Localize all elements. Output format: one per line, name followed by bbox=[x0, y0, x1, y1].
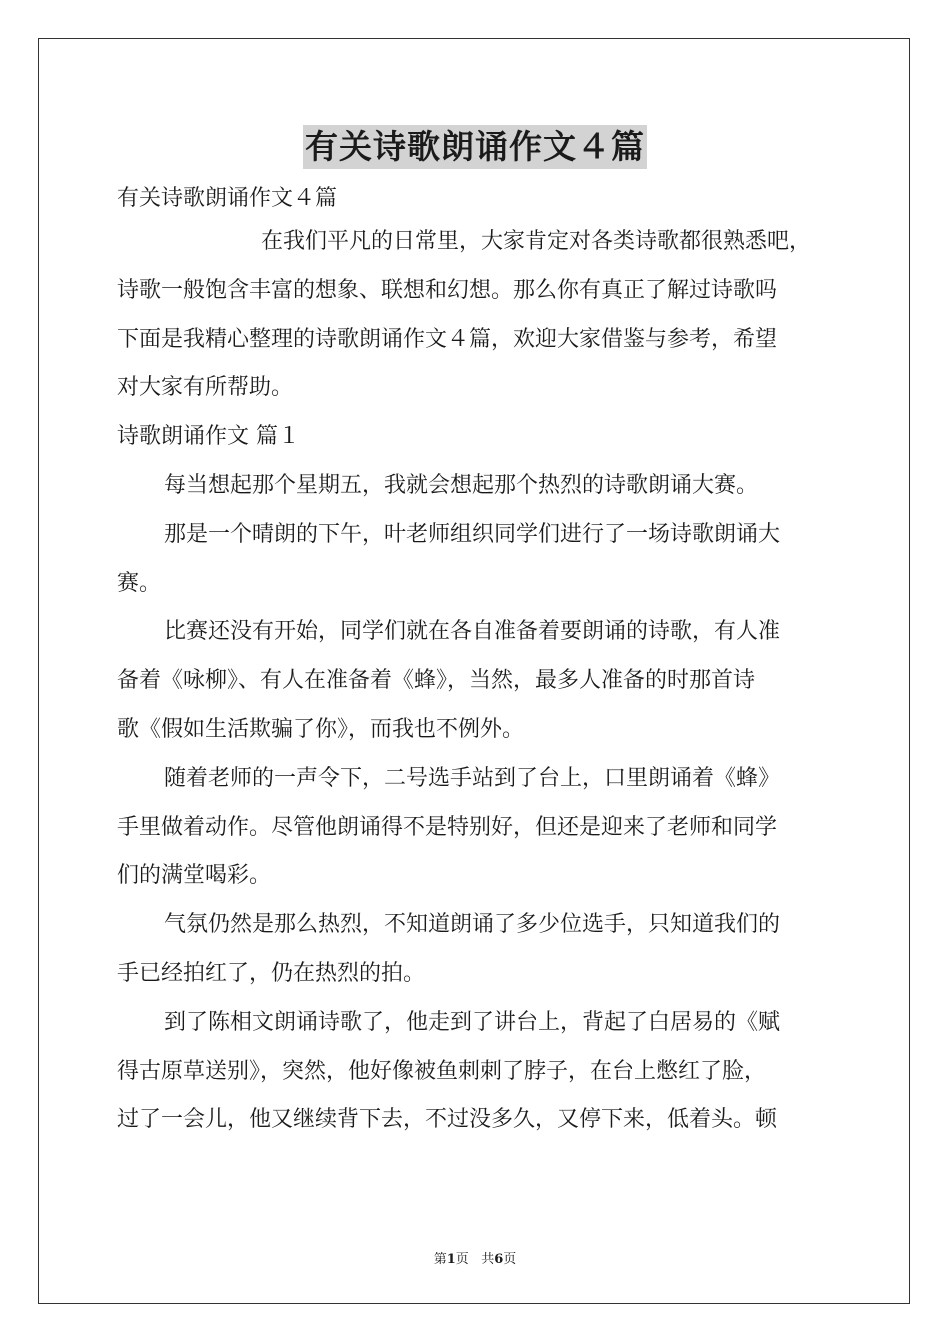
intro-line: 下面是我精心整理的诗歌朗诵作文４篇，欢迎大家借鉴与参考，希望 bbox=[117, 326, 778, 352]
intro-line: 诗歌一般饱含丰富的想象、联想和幻想。那么你有真正了解过诗歌吗 bbox=[117, 277, 778, 303]
document-subtitle: 有关诗歌朗诵作文４篇 bbox=[117, 186, 338, 211]
paragraph-line: 随着老师的一声令下，二号选手站到了台上，口里朗诵着《蜂》 bbox=[164, 765, 781, 791]
document-body bbox=[117, 180, 837, 1145]
paragraph-line: 气氛仍然是那么热烈，不知道朗诵了多少位选手，只知道我们的 bbox=[164, 912, 781, 938]
paragraph-line: 歌《假如生活欺骗了你》，而我也不例外。 bbox=[117, 716, 525, 742]
paragraph-line: 比赛还没有开始，同学们就在各自准备着要朗诵的诗歌，有人准 bbox=[164, 619, 781, 645]
paragraph-line: 们的满堂喝彩。 bbox=[117, 863, 272, 889]
page-footer bbox=[0, 1248, 950, 1267]
total-label-suffix: 页 bbox=[503, 1252, 517, 1267]
intro-line: 在我们平凡的日常里，大家肯定对各类诗歌都很熟悉吧， bbox=[261, 229, 812, 254]
paragraph-line: 到了陈相文朗诵诗歌了，他走到了讲台上，背起了白居易的《赋 bbox=[164, 1009, 781, 1035]
title-container bbox=[0, 125, 950, 169]
page-label-prefix: 第 bbox=[433, 1252, 447, 1267]
total-label-prefix: 共 bbox=[481, 1252, 495, 1267]
section-heading: 诗歌朗诵作文 篇１ bbox=[117, 424, 300, 450]
paragraph-line: 手里做着动作。尽管他朗诵得不是特别好，但还是迎来了老师和同学 bbox=[117, 814, 778, 840]
intro-line: 对大家有所帮助。 bbox=[117, 375, 294, 401]
paragraph-line: 得古原草送别》，突然，他好像被鱼刺刺了脖子，在台上憋红了脸， bbox=[117, 1058, 767, 1084]
page-label-suffix: 页 bbox=[455, 1252, 469, 1267]
paragraph-line: 赛。 bbox=[117, 570, 162, 596]
page-current: 1 bbox=[446, 1252, 456, 1267]
paragraph-line: 每当想起那个星期五，我就会想起那个热烈的诗歌朗诵大赛。 bbox=[164, 472, 759, 498]
document-title: 有关诗歌朗诵作文４篇 bbox=[303, 125, 647, 169]
page-total: 6 bbox=[494, 1252, 504, 1267]
paragraph-line: 手已经拍红了，仍在热烈的拍。 bbox=[117, 960, 426, 986]
paragraph-line: 备着《咏柳》、有人在准备着《蜂》，当然，最多人准备的时那首诗 bbox=[117, 668, 756, 694]
paragraph-line: 那是一个晴朗的下午，叶老师组织同学们进行了一场诗歌朗诵大 bbox=[164, 521, 781, 547]
paragraph-line: 过了一会儿，他又继续背下去，不过没多久，又停下来，低着头。顿 bbox=[117, 1107, 778, 1133]
